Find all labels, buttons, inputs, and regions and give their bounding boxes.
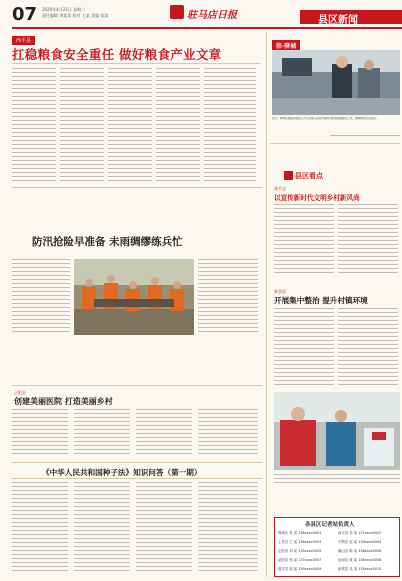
section-banner xyxy=(300,10,402,24)
column-rule xyxy=(270,143,400,144)
masthead-seal xyxy=(170,5,184,19)
lead-text-col-4 xyxy=(156,68,200,182)
lead-text-col-3 xyxy=(108,68,152,182)
reporter-contact-entry: 汝南县 黄 某 138xxxx0008 xyxy=(338,558,382,562)
lead-text-col-5 xyxy=(204,68,256,182)
kandian-logo xyxy=(284,171,334,180)
column-logo: 驻·驿城 xyxy=(272,40,300,51)
column-photo-image xyxy=(272,50,400,115)
flood-photo-image xyxy=(74,259,194,335)
reporter-box-title: 各县区记者站负责人 xyxy=(305,522,355,528)
reporter-contact-entry: 遂平县 周 某 139xxxx0009 xyxy=(278,567,322,571)
masthead-logo xyxy=(170,4,237,22)
ruanzhen-col-4 xyxy=(198,409,258,457)
reporter-contacts-list xyxy=(278,530,398,576)
law-rule-mid xyxy=(12,478,262,479)
law-rule-top xyxy=(12,462,262,463)
law-col-4 xyxy=(198,482,258,574)
land-story-photo-image xyxy=(274,392,400,470)
lead-text-col-1 xyxy=(12,68,56,182)
law-col-3 xyxy=(136,482,192,574)
reporter-contacts-box xyxy=(274,517,400,577)
reporter-contact-entry: 驿城区 张 某 136xxxx0001 xyxy=(278,531,322,535)
flood-story xyxy=(12,187,262,337)
ruanzhen-headline: 创建美丽医院 打造美丽乡村 xyxy=(14,396,113,406)
kandian-badge xyxy=(284,171,293,180)
ruanzhen-tag: 正阳县 xyxy=(14,390,26,395)
land-story-col-2 xyxy=(338,308,398,388)
flood-photo xyxy=(74,259,194,335)
land-story-photo xyxy=(274,392,400,470)
land-story-tag: 新蔡县 xyxy=(274,289,286,294)
reporter-contact-entry: 西平县 李 某 137xxxx0002 xyxy=(338,531,382,535)
column-caption: 近日，驿城区胡庙乡组织工作人员深入各村开展防汛隐患排查整治工作，确保群众安全度汛。 xyxy=(272,117,379,120)
county-story-tag: 遂平县 xyxy=(274,186,286,191)
law-story xyxy=(12,462,262,577)
reporter-contact-entry: 新蔡县 吴 某 135xxxx0010 xyxy=(338,567,382,571)
county-story-col-1 xyxy=(274,204,334,274)
ruanzhen-col-3 xyxy=(136,409,192,457)
flood-text-right xyxy=(198,259,258,335)
land-story-headline: 开展集中整治 提升村镇环境 xyxy=(274,296,368,305)
lead-kicker: 西平县 xyxy=(12,36,35,45)
right-column xyxy=(270,32,402,577)
lead-headline: 扛稳粮食安全重任 做好粮食产业文章 xyxy=(12,47,222,62)
kandian-title: 县区看点 xyxy=(295,172,323,180)
flood-rule-top xyxy=(12,187,262,188)
masthead-title: 驻马店日报 xyxy=(187,10,237,21)
ruanzhen-col-2 xyxy=(74,409,130,457)
header-rule xyxy=(12,27,402,29)
date-line: 2020年4月21日 星期二 xyxy=(42,7,86,12)
law-col-1 xyxy=(12,482,68,574)
land-photo-caption xyxy=(274,474,400,486)
land-story-col-1 xyxy=(274,308,334,388)
lead-story xyxy=(12,32,262,182)
column-divider xyxy=(266,32,267,577)
law-headline: 《中华人民共和国种子法》知识问答（第一期） xyxy=(42,468,202,477)
flood-headline: 防汛抢险早准备 未雨绸缪练兵忙 xyxy=(32,236,183,248)
column-byline xyxy=(330,135,400,139)
editor-line: 责任编辑 李某某 校对 王某 美编 张某 xyxy=(42,13,109,18)
county-story-headline: 以宣传新时代文明乡村新风尚 xyxy=(274,194,360,202)
reporter-contact-entry: 泌阳县 杨 某 137xxxx0007 xyxy=(278,558,322,562)
reporter-contact-entry: 正阳县 刘 某 135xxxx0005 xyxy=(278,549,322,553)
reporter-contact-entry: 平舆县 赵 某 139xxxx0004 xyxy=(338,540,382,544)
page-header xyxy=(0,0,402,30)
reporter-contact-entry: 确山县 陈 某 136xxxx0006 xyxy=(338,549,382,553)
reporter-contact-entry: 上蔡县 王 某 138xxxx0003 xyxy=(278,540,322,544)
law-col-2 xyxy=(74,482,130,574)
section-title: 县区新闻 xyxy=(318,15,358,26)
page-number: 07 xyxy=(12,4,38,25)
column-photo xyxy=(272,50,400,115)
ruanzhen-col-1 xyxy=(12,409,68,457)
lead-text-col-2 xyxy=(60,68,104,182)
county-story-col-2 xyxy=(338,204,398,274)
flood-text-left xyxy=(12,259,70,335)
lead-rule xyxy=(12,63,260,64)
ruanzhen-story xyxy=(12,385,262,460)
ruanzhen-rule-top xyxy=(12,385,262,386)
